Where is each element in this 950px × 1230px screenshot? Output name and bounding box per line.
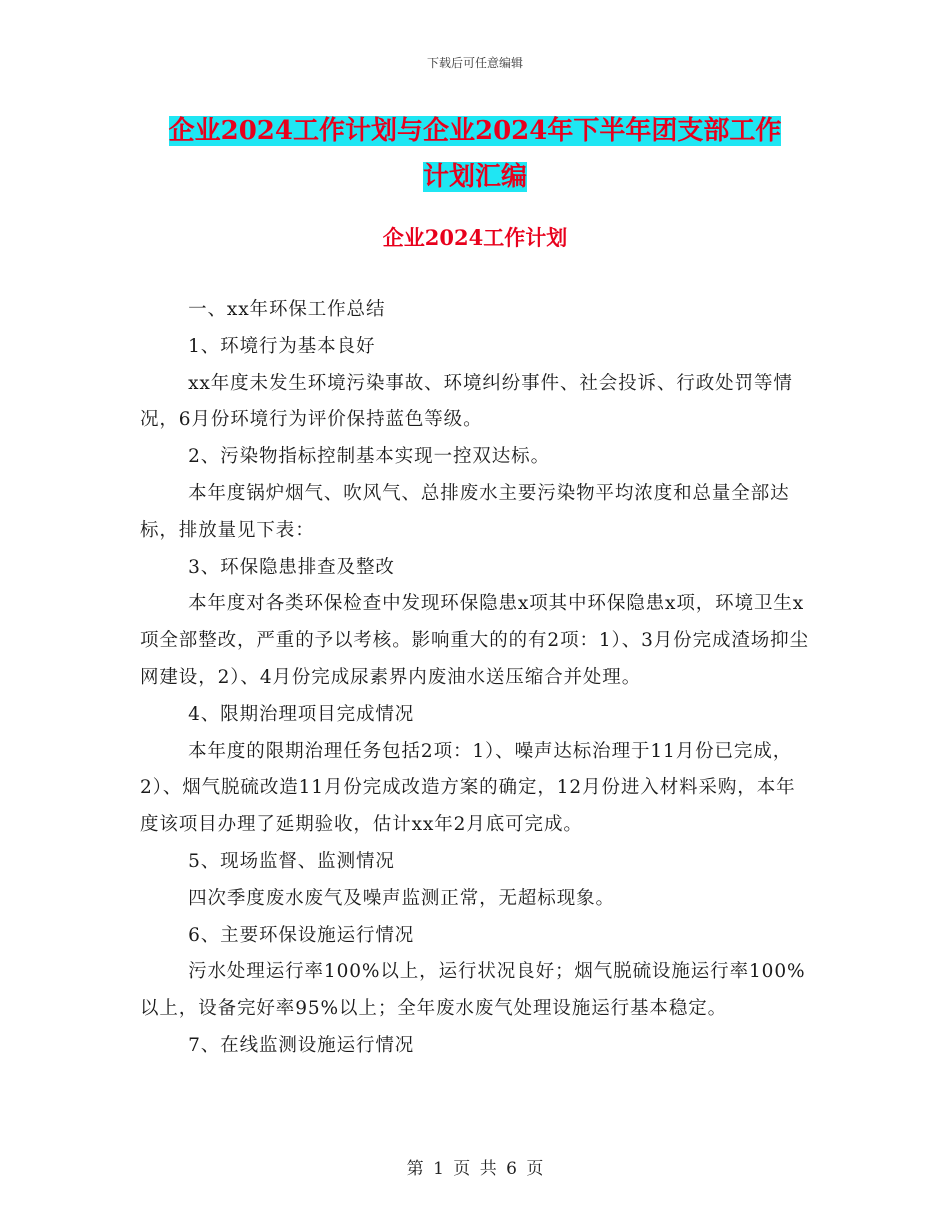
paragraph: xx年度未发生环境污染事故、环境纠纷事件、社会投诉、行政处罚等情况，6月份环境行为评价保持蓝色等级。 <box>140 372 793 431</box>
paragraph: 本年度对各类环保检查中发现环保隐患x项其中环保隐患x项，环境卫生x项全部整改，严重的予以考核。影响重大的的有2项：1）、3月份完成渣场抑尘网建设，2）、4月份完成尿素界内废油水送压缩合并处理。 <box>140 593 809 688</box>
paragraph: 四次季度废水废气及噪声监测正常，无超标现象。 <box>188 887 615 909</box>
paragraph: 1、环境行为基本良好 <box>188 335 376 357</box>
paragraph: 6、主要环保设施运行情况 <box>188 924 415 946</box>
page-number: 第 1 页 共 6 页 <box>406 1159 544 1179</box>
paragraph: 本年度的限期治理任务包括2项：1）、噪声达标治理于11月份已完成，2）、烟气脱硫改造11月份完成改造方案的确定，12月份进入材料采购，本年度该项目办理了延期验收，估计xx年2月底可完成。 <box>140 740 796 836</box>
paragraph: 7、在线监测设施运行情况 <box>188 1034 415 1056</box>
paragraph: 3、环保隐患排查及整改 <box>188 556 395 578</box>
header-note: 下载后可任意编辑 <box>426 56 523 70</box>
document-title <box>140 108 810 200</box>
title-line-1: 企业2024工作计划与企业2024年下半年团支部工作 <box>168 116 782 146</box>
section-title: 企业2024工作计划 <box>382 225 568 250</box>
paragraph: 2、污染物指标控制基本实现一控双达标。 <box>188 446 550 468</box>
paragraph: 污水处理运行率100%以上，运行状况良好；烟气脱硫设施运行率100%以上，设备完好率95%以上；全年废水废气处理设施运行基本稳定。 <box>140 961 806 1020</box>
title-line-2: 计划汇编 <box>422 162 527 192</box>
document-body <box>140 292 810 1065</box>
paragraph: 一、xx年环保工作总结 <box>188 299 386 320</box>
paragraph: 5、现场监督、监测情况 <box>188 850 395 872</box>
paragraph: 4、限期治理项目完成情况 <box>188 703 415 725</box>
paragraph: 本年度锅炉烟气、吹风气、总排废水主要污染物平均浓度和总量全部达标，排放量见下表： <box>140 482 790 541</box>
